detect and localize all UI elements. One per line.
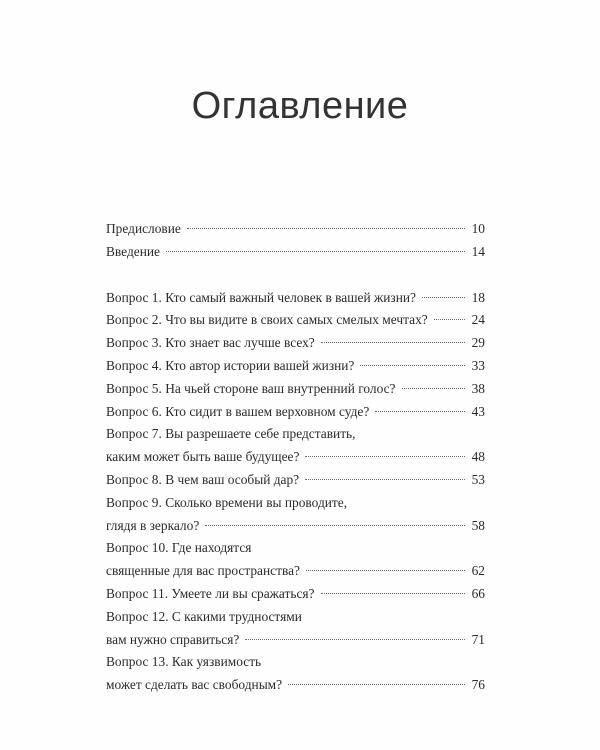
toc-entry-label-line2: может сделать вас свободным? <box>106 677 283 693</box>
toc-entry-page: 24 <box>471 312 485 328</box>
toc-entry-label-line2: вам нужно справиться? <box>106 631 240 647</box>
dot-leader <box>321 342 465 343</box>
toc-entry-page: 71 <box>471 631 485 647</box>
toc-entry-label: Вопрос 3. Кто знает вас лучше всех? <box>106 335 315 351</box>
toc-entry-question-2[interactable] <box>106 309 485 332</box>
toc-entry-page: 53 <box>471 471 485 487</box>
dot-leader <box>434 319 465 320</box>
toc-entry-label-line2: глядя в зеркало? <box>106 517 200 533</box>
toc-entry-question-12[interactable] <box>106 606 485 652</box>
dot-leader <box>245 639 465 640</box>
toc-entry-page: 66 <box>471 585 485 601</box>
toc-entry-question-4[interactable] <box>106 355 485 378</box>
toc-entry-label: Вопрос 8. В чем ваш особый дар? <box>106 471 300 487</box>
toc-entry-question-11[interactable] <box>106 583 485 606</box>
page-title: Оглавление <box>191 85 409 127</box>
toc-entry-label: Введение <box>106 243 160 259</box>
toc-entry-label-line1: Вопрос 13. Как уязвимость <box>106 654 262 670</box>
toc-entry-page: 29 <box>471 335 485 351</box>
toc-entry-label: Вопрос 11. Умеете ли вы сражаться? <box>106 585 315 601</box>
toc-entry-page: 10 <box>471 221 485 236</box>
toc-entry-question-7[interactable] <box>106 423 485 469</box>
dot-leader <box>306 570 465 571</box>
toc-entry-question-5[interactable] <box>106 378 485 401</box>
dot-leader <box>288 684 465 685</box>
toc-entry-label-line1: Вопрос 12. С какими трудностями <box>106 608 302 624</box>
dot-leader <box>321 593 465 594</box>
toc-entry-label: Вопрос 1. Кто самый важный человек в вашей жизни? <box>106 289 416 305</box>
section-gap <box>106 264 485 287</box>
toc-entry-label: Вопрос 5. На чьей стороне ваш внутренний голос? <box>106 380 396 396</box>
toc-entry-introduction[interactable] <box>106 241 485 264</box>
dot-leader <box>360 365 465 366</box>
dot-leader <box>205 525 465 526</box>
toc-entry-label-line1: Вопрос 7. Вы разрешаете себе представить, <box>106 426 356 442</box>
dot-leader <box>305 456 465 457</box>
dot-leader <box>166 251 465 252</box>
dot-leader <box>422 297 465 298</box>
dot-leader <box>375 411 465 412</box>
toc-entry-question-13[interactable] <box>106 651 485 697</box>
toc-entry-page: 38 <box>471 380 485 396</box>
toc-entry-page: 48 <box>471 449 485 465</box>
dot-leader <box>402 388 466 389</box>
toc-entry-label: Вопрос 2. Что вы видите в своих самых смелых мечтах? <box>106 312 428 328</box>
toc-entry-label: Вопрос 4. Кто автор истории вашей жизни? <box>106 357 355 373</box>
dot-leader <box>305 479 465 480</box>
toc-entry-label: Вопрос 6. Кто сидит в вашем верховном суде? <box>106 403 370 419</box>
toc-entry-label: Предисловие <box>106 221 181 236</box>
toc-entry-page: 33 <box>471 357 485 373</box>
toc-entry-question-10[interactable] <box>106 537 485 583</box>
toc-entry-page: 76 <box>471 677 485 693</box>
toc-entry-question-6[interactable] <box>106 401 485 424</box>
toc-entry-question-9[interactable] <box>106 492 485 538</box>
toc-entry-question-3[interactable] <box>106 332 485 355</box>
dot-leader <box>187 228 465 229</box>
toc-entry-page: 58 <box>471 517 485 533</box>
toc-entry-question-8[interactable] <box>106 469 485 492</box>
table-of-contents <box>106 218 485 697</box>
toc-entry-page: 18 <box>471 289 485 305</box>
toc-entry-label-line1: Вопрос 10. Где находятся <box>106 540 252 556</box>
toc-entry-label-line1: Вопрос 9. Сколько времени вы проводите, <box>106 494 348 510</box>
toc-entry-preface[interactable] <box>106 218 485 241</box>
toc-entry-question-1[interactable] <box>106 287 485 310</box>
toc-entry-page: 14 <box>471 243 485 259</box>
toc-entry-label-line2: каким может быть ваше будущее? <box>106 449 300 465</box>
toc-entry-label-line2: священные для вас пространства? <box>106 563 300 579</box>
toc-entry-page: 43 <box>471 403 485 419</box>
toc-entry-page: 62 <box>471 563 485 579</box>
